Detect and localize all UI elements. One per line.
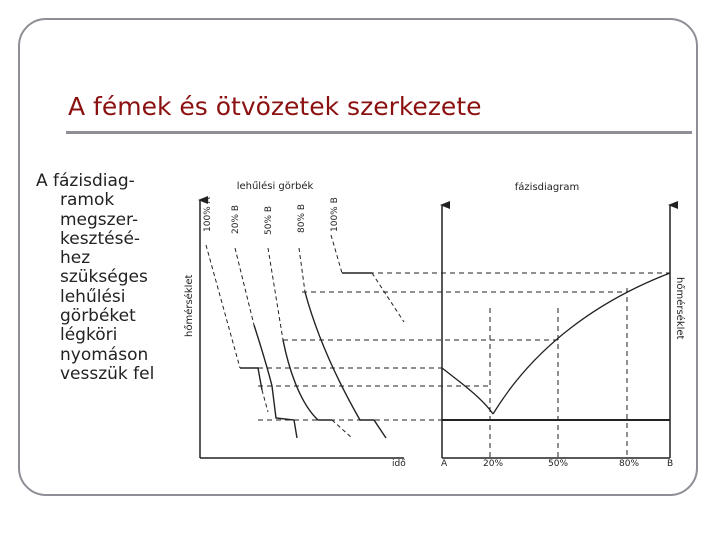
cooling-curve-100a <box>240 368 262 390</box>
curve-label: 80% B <box>297 203 307 233</box>
body-text-line: A fázisdiag- <box>36 171 135 191</box>
x-tick-label: 20% <box>483 459 504 469</box>
cooling-curve-100b <box>372 273 404 322</box>
body-text-line: szükséges <box>60 267 148 288</box>
cooling-curve-50b <box>332 420 352 438</box>
cooling-curve-50b <box>283 340 332 420</box>
cooling-curve-20b <box>235 248 254 325</box>
phase-diagram-title: fázisdiagram <box>514 182 580 193</box>
left-temperature-label: hőmérséklet <box>184 274 195 337</box>
body-text-line: hez <box>60 248 91 269</box>
x-tick-label: B <box>667 459 674 469</box>
body-text-line: lehűlési <box>60 286 126 307</box>
cooling-curve-100b <box>331 235 342 273</box>
x-tick-label: 80% <box>619 459 640 469</box>
body-text-line: ramok <box>60 190 115 211</box>
cooling-curve-80b <box>299 248 305 292</box>
curve-label: 20% B <box>231 204 241 234</box>
body-text-line: megszer- <box>60 209 139 230</box>
cooling-curve-80b <box>305 292 386 438</box>
body-text-line: vesszük fel <box>60 363 155 384</box>
curve-label: 100% A <box>203 197 213 232</box>
x-tick-label: 50% <box>548 459 569 469</box>
x-tick-label: A <box>441 459 448 469</box>
liquidus-curve-left <box>442 368 493 414</box>
cooling-curve-100a <box>262 390 268 412</box>
body-text-line: kesztésé- <box>60 228 141 249</box>
cooling-curve-100a <box>206 245 240 368</box>
time-axis-label: idő <box>392 459 406 469</box>
cooling-curve-50b <box>268 248 283 340</box>
body-text-line: légköri <box>60 325 118 346</box>
slide-title: A fémek és ötvözetek szerkezete <box>68 92 482 121</box>
body-text-line: görbéket <box>60 306 136 327</box>
body-text-line: nyomáson <box>60 344 149 365</box>
curve-label: 50% B <box>264 205 274 235</box>
liquidus-curve-right <box>493 273 670 414</box>
curve-label: 100% B <box>330 197 340 232</box>
cooling-curves-title: lehűlési görbék <box>236 181 314 192</box>
right-temperature-label: hőmérséklet <box>674 277 685 340</box>
